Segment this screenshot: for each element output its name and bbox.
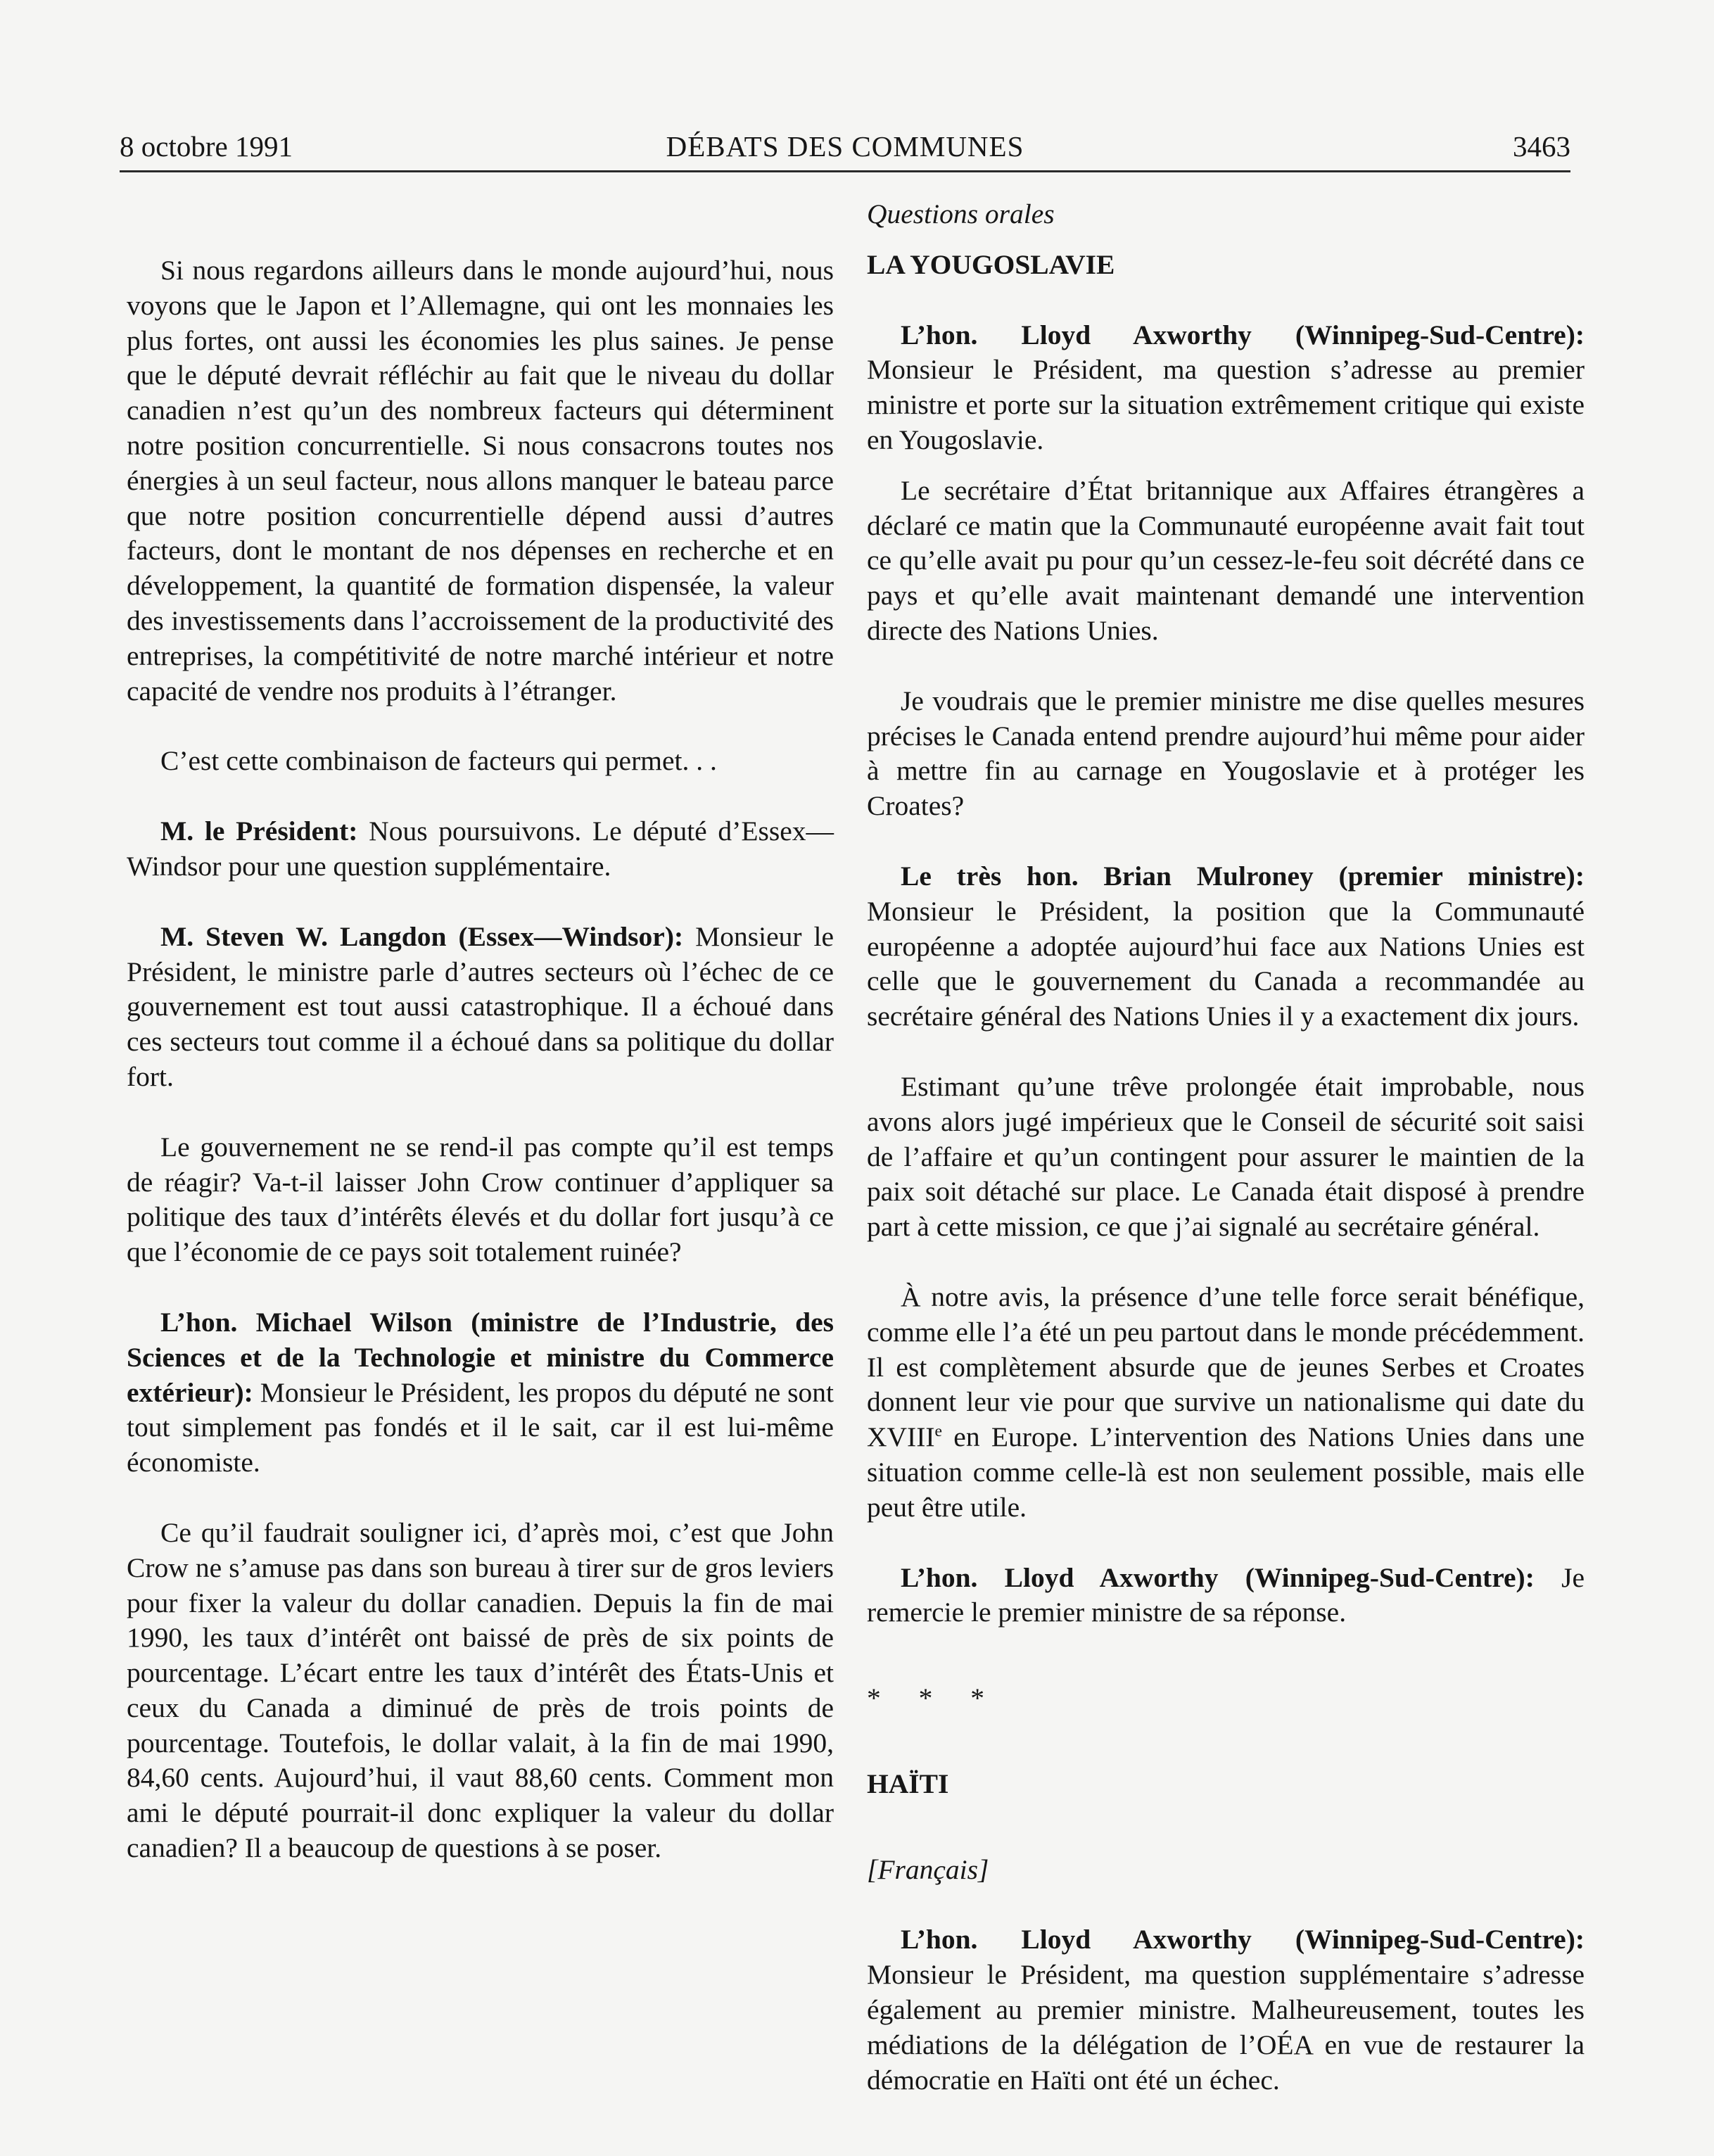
paragraph: Je voudrais que le premier ministre me dise quelles mesures précises le Canada entend prendre aujourd’hui même pour aider à mettre fin au carnage en Yougoslavie et à protéger les Croates? [867,685,1585,822]
speech-text: Nous poursuivons. Le député d’Essex—Windsor pour une question supplémentaire. [127,816,834,882]
speaker-name: L’hon. Michael Wilson (ministre de l’Industrie, des Sciences et de la Technologie et ministre du Commerce extérieur): [127,1306,834,1408]
language-note: [Français] [867,1853,989,1885]
paragraph: Si nous regardons ailleurs dans le monde aujourd’hui, nous voyons que le Japon et l’Allemagne, qui ont les monnaies les plus fortes, ont aussi les économies les plus saines. Je pense que le député devrait réfléchir au fait que le niveau du dollar canadien n’est qu’un des nombreux facteurs qui déterminent notre position concurrentielle. Si nous consacrons toutes nos énergies à un seul facteur, nous allons manquer le bateau parce que notre position concurrentielle dépend aussi d’autres facteurs, dont le montant de nos dépenses en recherche et en développement, la quantité de formation dispensée, la valeur des investissements dans l’accroissement de la productivité des entreprises, la compétitivité de notre marché intérieur et notre capacité de vendre nos produits à l’étranger. [127,255,834,706]
speaker-name: L’hon. Lloyd Axworthy (Winnipeg-Sud-Centre): [901,1561,1535,1593]
section-label: Questions orales [867,198,1055,229]
speech-paragraph [127,920,834,1095]
speech-paragraph [127,814,834,884]
left-column [127,253,834,1866]
paragraph: Le gouvernement ne se rend-il pas compte qu’il est temps de réagir? Va-t-il laisser John Crow continuer d’appliquer sa politique des taux d’intérêts élevés et du dollar fort jusqu’à ce que l’économie de ce pays soit totalement ruinée? [127,1131,834,1268]
speech-paragraph [867,1561,1585,1631]
speech-text: Monsieur le Président, ma question supplémentaire s’adresse également au premier ministre. Malheureusement, toutes les médiations de la délégation de l’OÉA en vue de restaurer la démocratie en Haïti ont été un échec. [867,1959,1585,2095]
header-rule [120,170,1570,172]
speech-paragraph [867,318,1585,458]
speaker-name: M. Steven W. Langdon (Essex—Windsor): [160,920,684,952]
section-separator: * * * [867,1682,1000,1714]
speaker-name: L’hon. Lloyd Axworthy (Winnipeg-Sud-Centre): [901,1924,1585,1955]
paragraph-text: en Europe. L’intervention des Nations Unies dans une situation comme celle-là est non seulement possible, mais elle peut être utile. [867,1421,1585,1523]
speech-paragraph [867,859,1585,1034]
speaker-name: Le très hon. Brian Mulroney (premier ministre): [901,860,1585,892]
paragraph: C’est cette combinaison de facteurs qui permet. . . [160,745,717,777]
speech-paragraph [127,1305,834,1480]
speech-paragraph [867,1922,1585,2098]
speech-text: Monsieur le Président, ma question s’adresse au premier ministre et porte sur la situation extrêmement critique qui existe en Yougoslavie. [867,354,1585,455]
header-date: 8 octobre 1991 [120,130,293,163]
section-heading: LA YOUGOSLAVIE [867,248,1115,280]
paragraph: Estimant qu’une trêve prolongée était improbable, nous avons alors jugé impérieux que le Conseil de sécurité soit saisi de l’affaire et qu’un contingent pour assurer le maintien de la paix soit détaché sur place. Le Canada était disposé à prendre part à cette mission, ce que j’ai signalé au secrétaire général. [867,1070,1585,1243]
speaker-name: M. le Président: [160,816,358,847]
paragraph: Le secrétaire d’État britannique aux Affaires étrangères a déclaré ce matin que la Communauté européenne avait fait tout ce qu’elle avait pu pour qu’un cessez-le-feu soit décrété dans ce pays et qu’elle avait maintenant demandé une intervention directe des Nations Unies. [867,474,1585,646]
speech-text: Monsieur le Président, la position que la Communauté européenne a adoptée aujourd’hui face aux Nations Unies est celle que le gouvernement du Canada a recommandée au secrétaire général des Nations Unies il y a exactement dix jours. [867,895,1585,1032]
speech-text: Monsieur le Président, les propos du député ne sont tout simplement pas fondés et il le sait, car il est lui-même économiste. [127,1376,834,1478]
speech-text: Je remercie le premier ministre de sa réponse. [867,1561,1585,1628]
page-header [120,127,1570,169]
speech-text: Monsieur le Président, le ministre parle d’autres secteurs où l’échec de ce gouvernement est tout aussi catastrophique. Il a échoué dans ces secteurs tout comme il a échoué dans sa politique du dollar fort. [127,920,834,1092]
right-column [867,197,1585,2098]
section-heading: HAÏTI [867,1768,949,1799]
paragraph-text: À notre avis, la présence d’une telle force serait bénéfique, comme elle l’a été un peu partout dans le monde précédemment. Il est complètement absurde que de jeunes Serbes et Croates donnent leur vie pour que survive un nationalisme qui date du XVIII [867,1281,1585,1453]
header-title: DÉBATS DES COMMUNES [666,130,1024,163]
paragraph: Ce qu’il faudrait souligner ici, d’après moi, c’est que John Crow ne s’amuse pas dans son bureau à tirer sur de gros leviers pour fixer la valeur du dollar canadien. Depuis la fin de mai 1990, les taux d’intérêt ont baissé de près de six points de pourcentage. L’écart entre les taux d’intérêt des États-Unis et ceux du Canada a diminué de près de trois points de pourcentage. Toutefois, le dollar valait, à la fin de mai 1990, 84,60 cents. Aujourd’hui, il vaut 88,60 cents. Comment mon ami le député pourrait-il donc expliquer la valeur du dollar canadien? Il a beaucoup de questions à se poser. [127,1516,834,1864]
superscript: e [934,1421,943,1440]
header-page-number: 3463 [1513,130,1570,163]
paragraph [867,1280,1585,1526]
speaker-name: L’hon. Lloyd Axworthy (Winnipeg-Sud-Centre): [901,319,1585,350]
